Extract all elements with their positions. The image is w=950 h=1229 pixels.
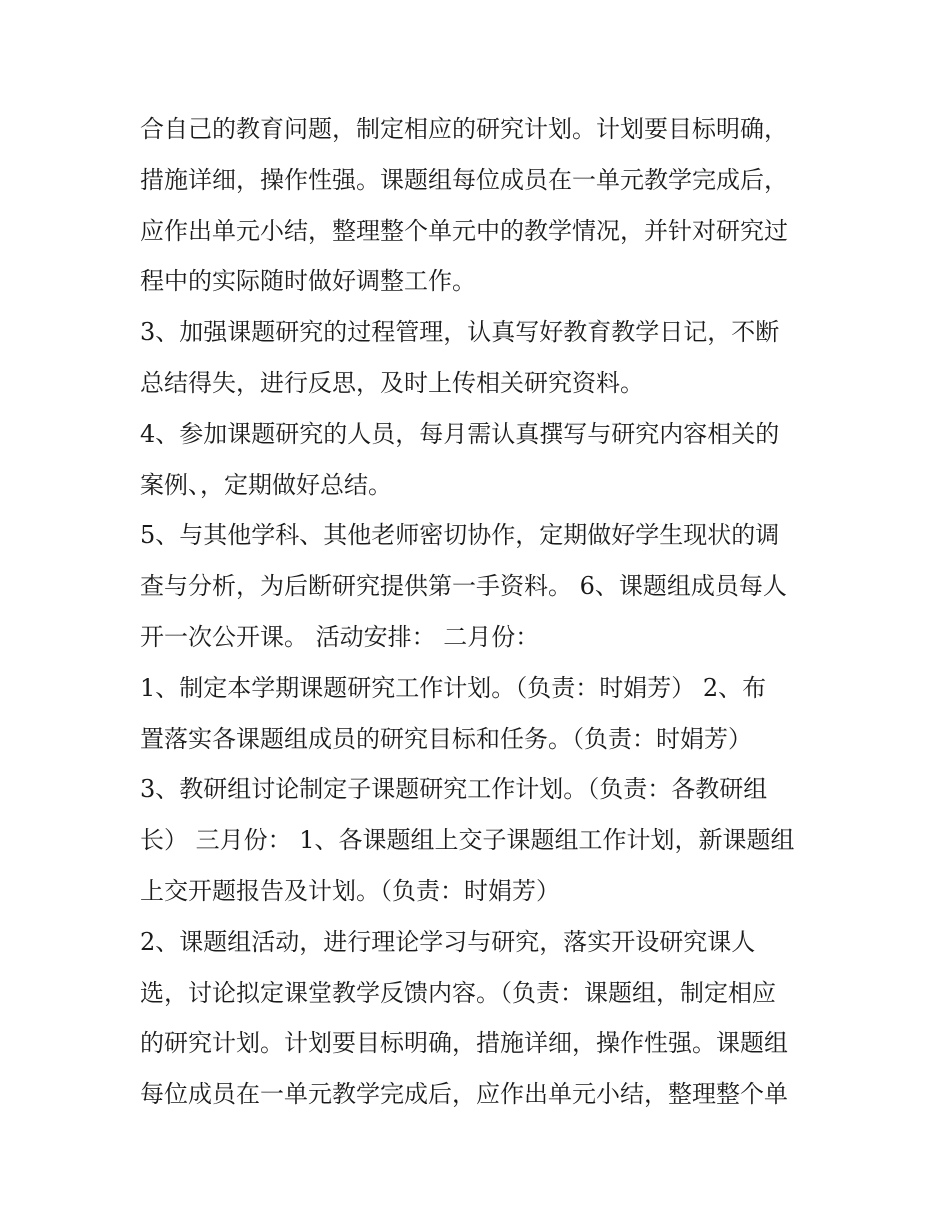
text-line: 3、教研组讨论制定子课题研究工作计划。（负责：各教研组 — [140, 775, 768, 804]
text-line: 1、制定本学期课题研究工作计划。（负责：时娟芳） 2、布 — [140, 673, 767, 702]
text-line: 选，讨论拟定课堂教学反馈内容。（负责：课题组，制定相应 — [140, 978, 776, 1007]
text-line: 上交开题报告及计划。（负责：时娟芳） — [140, 876, 560, 905]
text-line: 置落实各课题组成员的研究目标和任务。（负责：时娟芳） — [140, 724, 752, 753]
text-line: 的研究计划。计划要目标明确，措施详细，操作性强。课题组 — [140, 1029, 788, 1058]
text-line: 3、加强课题研究的过程管理，认真写好教育教学日记，不断 — [140, 318, 780, 347]
text-line: 合自己的教育问题，制定相应的研究计划。计划要目标明确， — [140, 115, 788, 143]
text-line: 4、参加课题研究的人员，每月需认真撰写与研究内容相关的 — [140, 419, 780, 448]
text-line: 5、与其他学科、其他老师密切协作，定期做好学生现状的调 — [140, 521, 780, 550]
text-line: 措施详细，操作性强。课题组每位成员在一单元教学完成后， — [140, 165, 788, 194]
text-line: 案例、，定期做好总结。 — [140, 470, 392, 499]
text-line: 开一次公开课。 活动安排： 二月份： — [140, 622, 540, 651]
text-line: 总结得失，进行反思，及时上传相关研究资料。 — [140, 368, 644, 397]
text-line: 查与分析，为后断研究提供第一手资料。 6、课题组成员每人 — [140, 572, 787, 601]
text-line: 应作出单元小结，整理整个单元中的教学情况，并针对研究过 — [140, 216, 788, 245]
body-text — [140, 104, 830, 1120]
text-line: 每位成员在一单元教学完成后，应作出单元小结，整理整个单 — [140, 1080, 788, 1109]
text-line: 程中的实际随时做好调整工作。 — [140, 267, 476, 296]
text-line: 长） 三月份： 1、各课题组上交子课题组工作计划，新课题组 — [140, 826, 795, 855]
text-line: 2、课题组活动，进行理论学习与研究，落实开设研究课人 — [140, 927, 756, 956]
